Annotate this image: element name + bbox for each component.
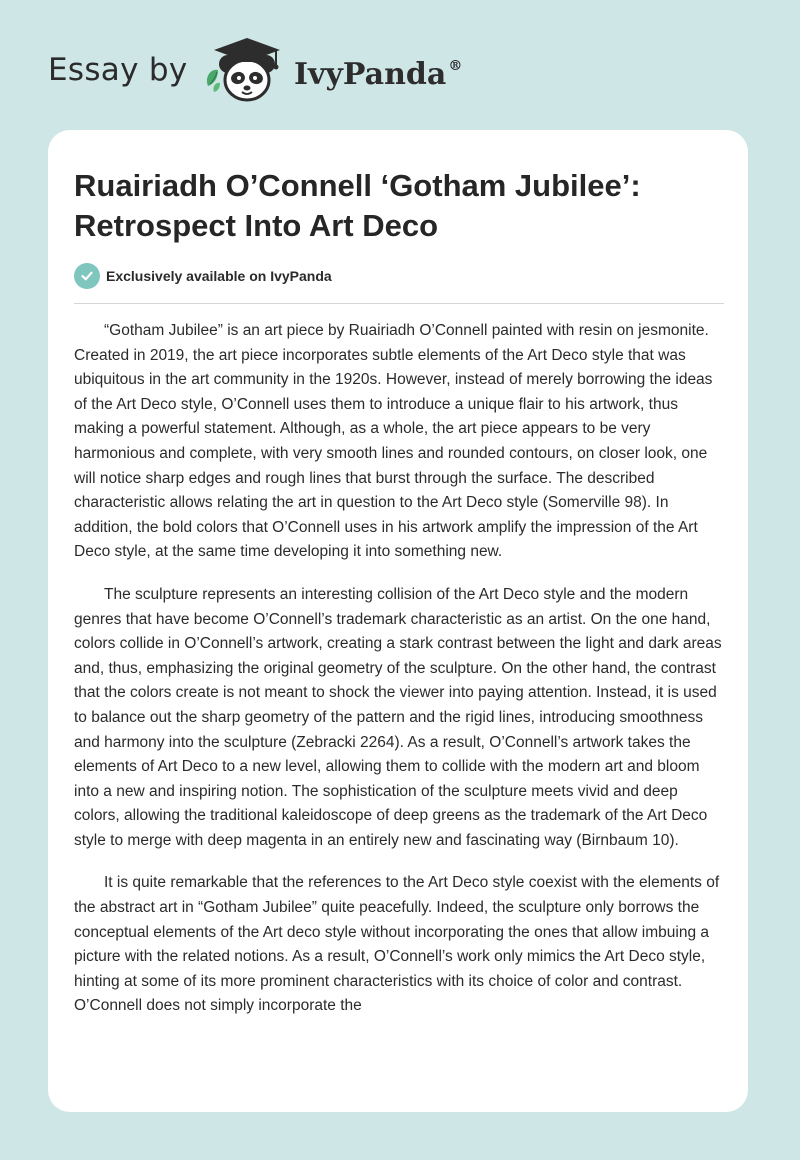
paragraph: It is quite remarkable that the references to the Art Deco style coexist with the elements of the abstract art in “Gotham Jubilee” quite peacefully. Indeed, the sculpture only borrows the conceptual elements of the Art deco style without incorporating the ones that allow imbuing a picture with the related notions. As a result, O’Connell’s work only mimics the Art Deco style, hinting at some of its more prominent characteristics with its choice of color and contrast. O’Connell does not simply incorporate the [74, 874, 720, 1015]
divider [74, 303, 724, 304]
brand-name[interactable]: IvyPanda ® [294, 57, 463, 92]
essay-card [48, 130, 748, 1112]
paragraph: The sculpture represents an interesting collision of the Art Deco style and the modern genres that have become O’Connell’s trademark characteristic as an artist. On the one hand, colors collide in O’Connell’s artwork, creating a stark contrast between the light and dark areas and, thus, emphasizing the original geometry of the sculpture. On the other hand, the contrast that the colors create is not meant to shock the viewer into paying attention. Instead, it is used to balance out the sharp geometry of the pattern and the rigid lines, introducing smoothness and harmony into the sculpture (Zebracki 2264). As a result, O’Connell’s artwork takes the elements of Art Deco to a new level, allowing them to collide with the modern art and bloom into a new and inspiring notion. The sophistication of the sculpture meets vivid and deep colors, allowing the traditional kaleidoscope of deep greens as the trademark of the Art Deco style to merge with deep magenta in an entirely new and fascinating way (Birnbaum 10). [74, 585, 722, 849]
paragraph: “Gotham Jubilee” is an art piece by Ruairiadh O’Connell painted with resin on jesmonite. Created in 2019, the art piece incorporates subtle elements of the Art Deco style that was ubiquitous in the art community in the 1920s. However, instead of merely borrowing the ideas of the Art Deco style, O’Connell uses them to introduce a unique flair to his artwork, thus making a powerful statement. Although, as a whole, the art piece appears to be very harmonious and complete, with very smooth lines and rounded contours, on closer look, one will notice sharp edges and rough lines that burst through the surface. The described characteristic allows relating the art in question to the Art Deco style (Somerville 98). In addition, the bold colors that O’Connell uses in his artwork amplify the impression of the Art Deco style, at the same time developing it into something new. [74, 322, 713, 561]
essay-body [74, 319, 725, 1037]
checkmark-circle-icon [74, 263, 100, 289]
site-header [0, 0, 800, 130]
essay-title: Ruairiadh O’Connell ‘Gotham Jubilee’: Retrospect Into Art Deco [74, 168, 641, 243]
exclusive-label: Exclusively available on IvyPanda [106, 268, 332, 284]
essay-by-label: Essay by [48, 52, 188, 88]
registered-mark: ® [448, 58, 463, 74]
panda-logo-icon[interactable] [200, 36, 290, 108]
exclusive-badge [74, 263, 332, 289]
